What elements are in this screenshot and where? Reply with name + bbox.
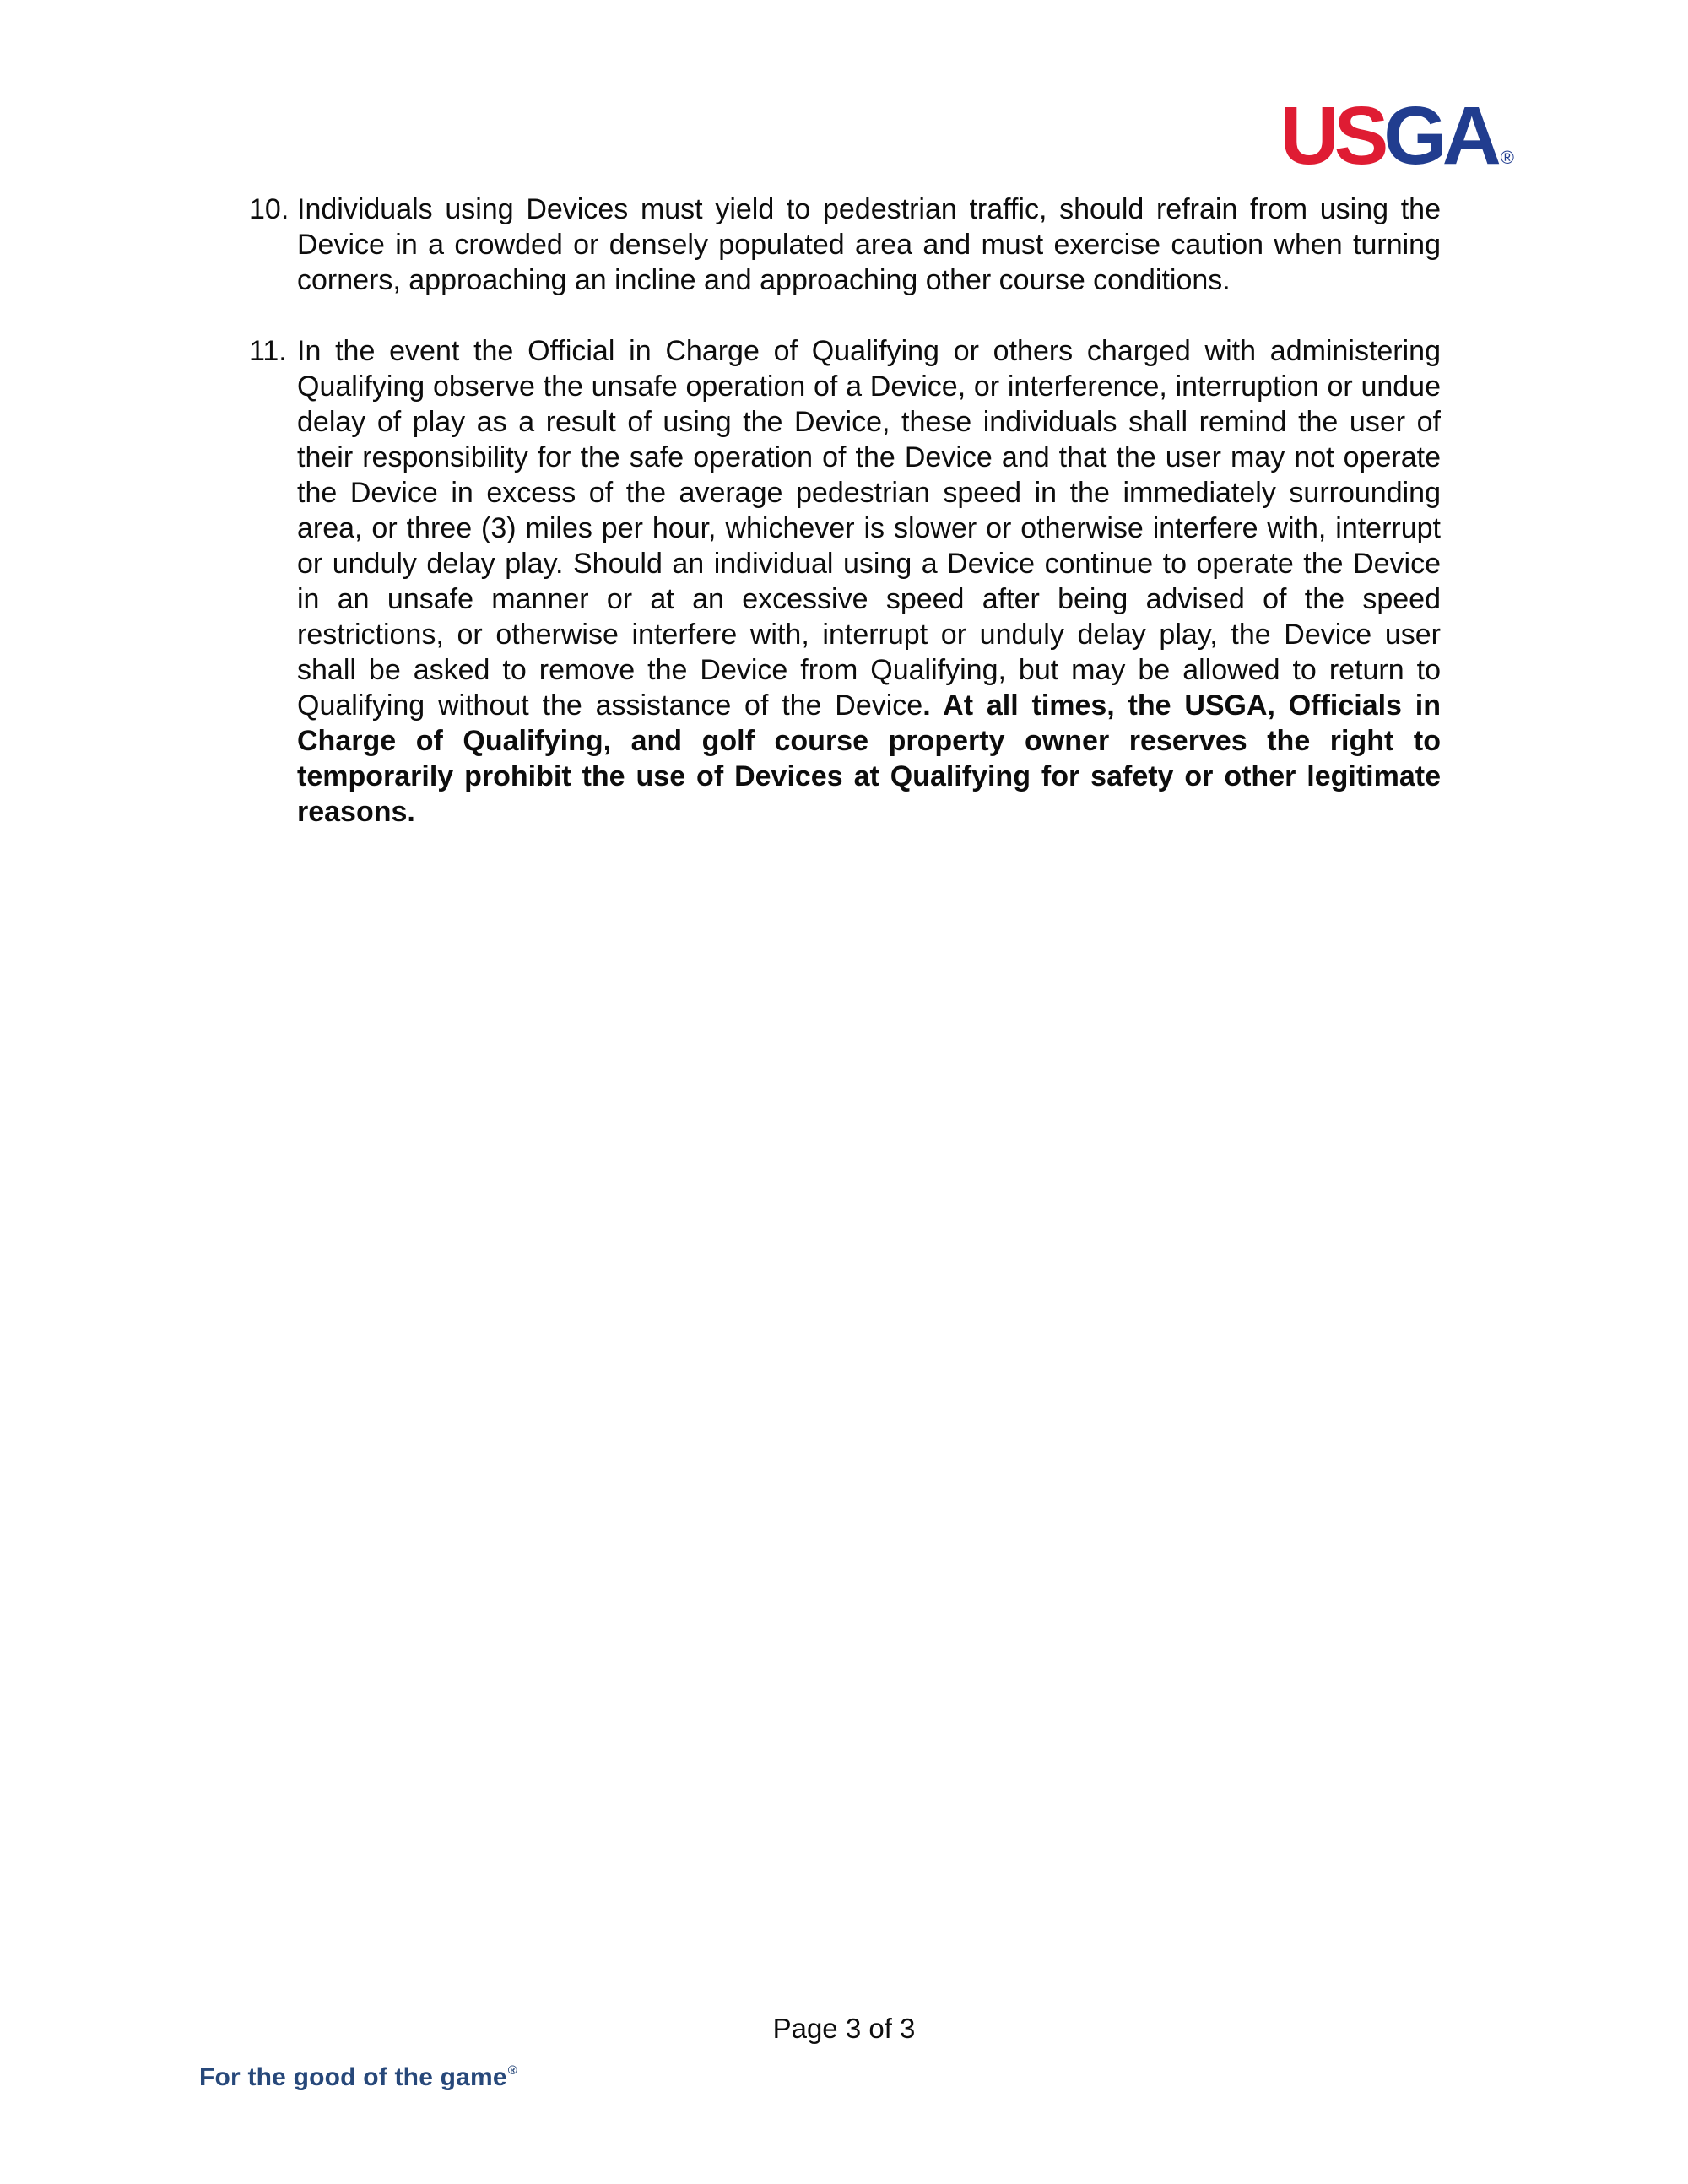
tagline [199,2056,517,2093]
list-item-text-bold: . At all times, the USGA, Officials in Charge of Qualifying, and golf course property owner reserves the right to temporarily prohibit the use of Devices at Qualifying for safety or other legitimate reasons. [297,689,1441,828]
usga-logo-us: US [1280,89,1384,181]
usga-logo-ga: GA [1383,89,1496,181]
tagline-registered-icon: ® [507,2063,518,2078]
numbered-list [249,192,1441,865]
list-item-text-regular: In the event the Official in Charge of Qualifying or others charged with administering Qualifying observe the unsafe operation of a Device, or interference, interruption or undue delay of play as a result of using the Device, these individuals shall remind the user of their responsibility for the safe operation of the Device and that the user may not operate the Device in excess of the average pedestrian speed in the immediately surrounding area, or three (3) miles per hour, whichever is slower or otherwise interfere with, interrupt or unduly delay play. Should an individual using a Device continue to operate the Device in an unsafe manner or at an excessive speed after being advised of the speed restrictions, or otherwise interfere with, interrupt or unduly delay play, the Device user shall be asked to remove the Device from Qualifying, but may be allowed to return to Qualifying without the assistance of the Device [297,335,1441,722]
list-item-11 [249,333,1441,830]
tagline-text: For the good of the game [199,2063,507,2091]
list-item-text [297,333,1441,830]
list-item-text: Individuals using Devices must yield to pedestrian traffic, should refrain from using the Device in a crowded or densely populated area and must exercise caution when turning corners, approaching an incline and approaching other course conditions. [297,193,1441,296]
registered-trademark-icon: ® [1500,147,1514,168]
list-item-number: 10. [249,193,289,225]
usga-logo [1280,89,1514,181]
list-item-number: 11. [249,335,287,367]
page-indicator: Page 3 of 3 [772,2013,916,2044]
list-item-10 [249,192,1441,298]
